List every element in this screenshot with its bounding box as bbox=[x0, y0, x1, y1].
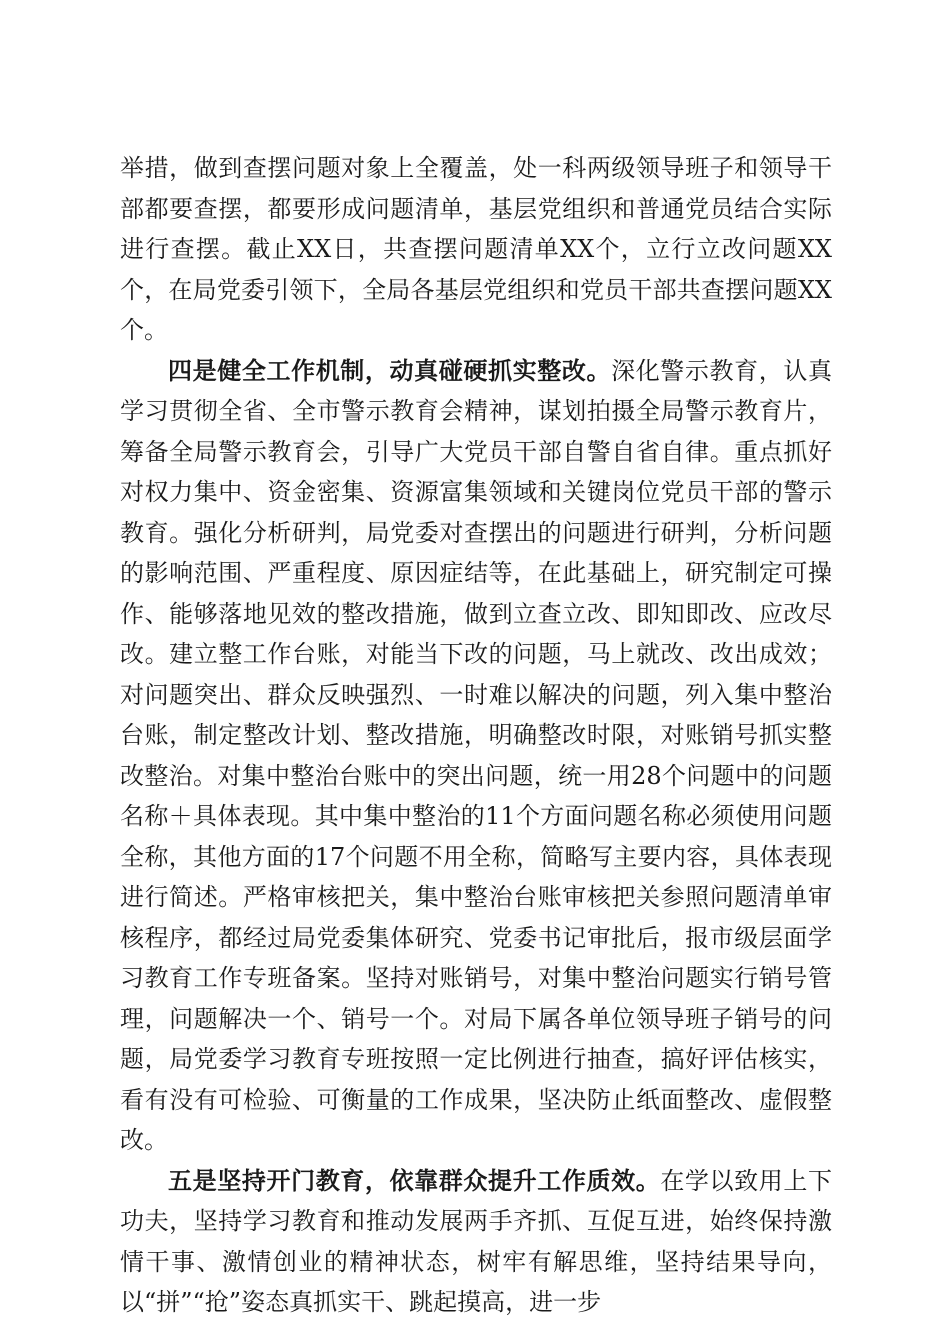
paragraph-section-five bbox=[120, 1161, 832, 1323]
document-body bbox=[120, 148, 832, 1323]
paragraph-lead-heading: 五是坚持开门教育，依靠群众提升工作质效。 bbox=[168, 1165, 661, 1195]
paragraph-text: 举措，做到查摆问题对象上全覆盖，处一科两级领导班子和领导干部都要查摆，都要形成问题清单，基层党组织和普通党员结合实际进行查摆。截止XX日，共查摆问题清单XX个，立行立改问题XX个，在局党委引领下，全局各基层党组织和党员干部共查摆问题XX个。 bbox=[120, 154, 832, 344]
paragraph-section-four bbox=[120, 351, 832, 1161]
paragraph-continuation bbox=[120, 148, 832, 351]
paragraph-lead-heading: 四是健全工作机制，动真碰硬抓实整改。 bbox=[168, 355, 612, 385]
paragraph-text: 在学以致用上下功夫，坚持学习教育和推动发展两手齐抓、互促互进，始终保持激情干事、激情创业的精神状态，树牢有解思维，坚持结果导向，以“拼”“抢”姿态真抓实干、跳起摸高，进一步 bbox=[120, 1166, 833, 1316]
paragraph-text: 深化警示教育，认真学习贯彻全省、全市警示教育会精神，谋划拍摄全局警示教育片，筹备全局警示教育会，引导广大党员干部自警自省自律。重点抓好对权力集中、资金密集、资源富集领域和关键岗位党员干部的警示教育。强化分析研判，局党委对查摆出的问题进行研判，分析问题的影响范围、严重程度、原因症结等，在此基础上，研究制定可操作、能够落地见效的整改措施，做到立查立改、即知即改、应改尽改。建立整工作台账，对能当下改的问题，马上就改、改出成效；对问题突出、群众反映强烈、一时难以解决的问题，列入集中整治台账，制定整改计划、整改措施，明确整改时限，对账销号抓实整改整治。对集中整治台账中的突出问题，统一用28个问题中的问题名称＋具体表现。其中集中整治的11个方面问题名称必须使用问题全称，其他方面的17个问题不用全称，简略写主要内容，具体表现进行简述。严格审核把关，集中整治台账审核把关参照问题清单审核程序，都经过局党委集体研究、党委书记审批后，报市级层面学习教育工作专班备案。坚持对账销号，对集中整治问题实行销号管理，问题解决一个、销号一个。对局下属各单位领导班子销号的问题，局党委学习教育专班按照一定比例进行抽查，搞好评估核实，看有没有可检验、可衡量的工作成果，坚决防止纸面整改、虚假整改。 bbox=[120, 356, 833, 1154]
